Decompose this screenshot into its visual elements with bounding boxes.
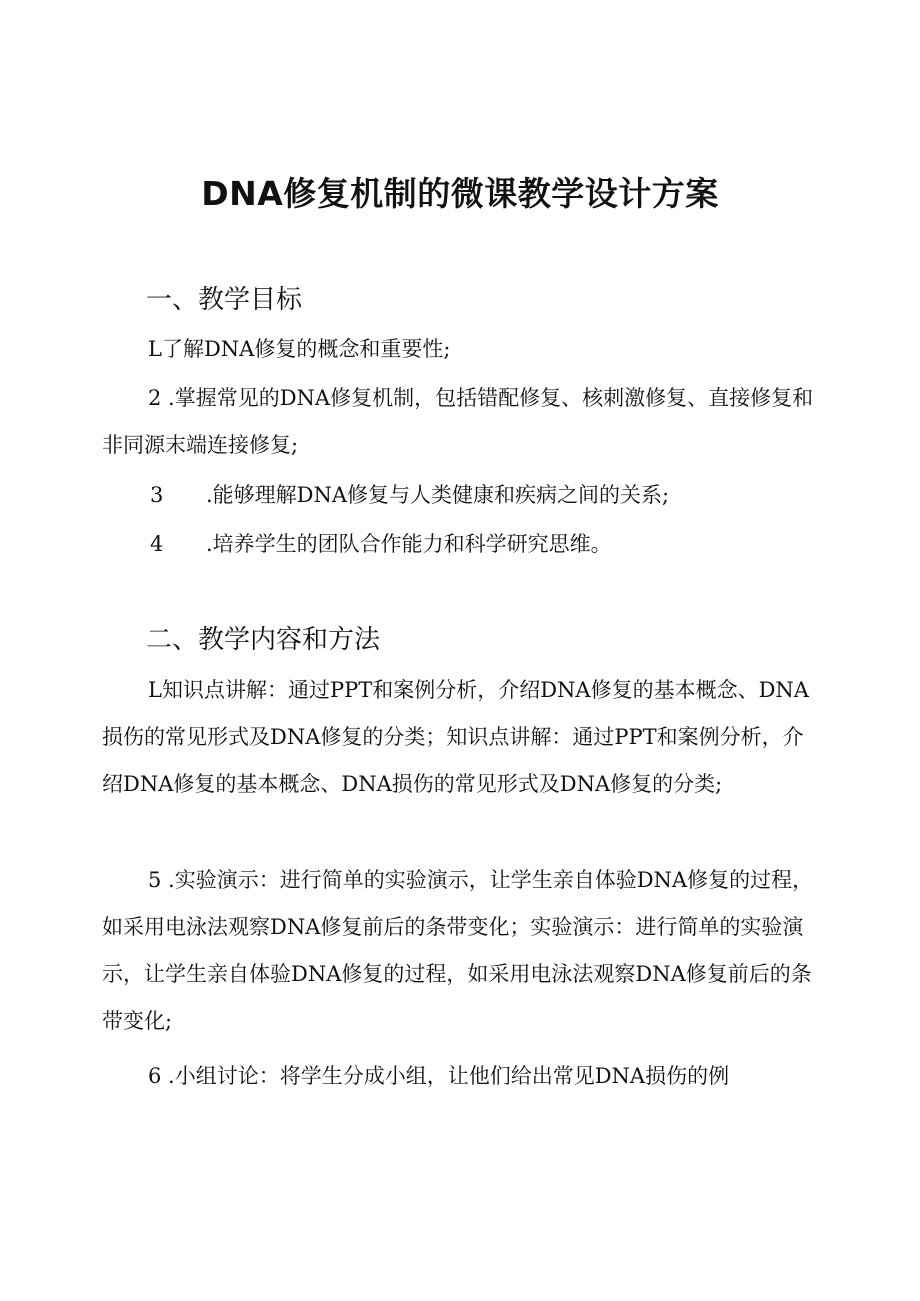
- objective-item-3-text: .能够理解DNA修复与人类健康和疾病之间的关系;: [206, 483, 670, 507]
- document-title: DNA修复机制的微课教学设计方案: [201, 174, 719, 213]
- content-paragraph-2: 5 .实验演示：进行简单的实验演示，让学生亲自体验DNA修复的过程，如采用电泳法观察DNA修复前后的条带变化；实验演示：进行简单的实验演示，让学生亲自体验DNA修复的过程，如采用电泳法观察DNA修复前后的条带变化;: [102, 868, 814, 1033]
- objective-item-3-number: 3: [150, 483, 164, 507]
- objective-item-4: [150, 521, 612, 568]
- section-heading-content-methods: 二、教学内容和方法: [146, 625, 381, 655]
- objective-item-3: [150, 472, 669, 519]
- section-heading-objectives: 一、教学目标: [146, 285, 303, 315]
- objective-item-4-text: .培养学生的团队合作能力和科学研究思维。: [206, 532, 612, 556]
- objective-item-2: 2 .掌握常见的DNA修复机制，包括错配修复、核刺激修复、直接修复和非同源末端连接修复;: [102, 386, 814, 457]
- content-paragraph-3: 6 .小组讨论：将学生分成小组，让他们给出常见DNA损伤的例: [148, 1064, 730, 1088]
- objective-item-1: L了解DNA修复的概念和重要性;: [148, 337, 451, 361]
- content-paragraph-1: L知识点讲解：通过PPT和案例分析，介绍DNA修复的基本概念、DNA损伤的常见形式及DNA修复的分类；知识点讲解：通过PPT和案例分析，介绍DNA修复的基本概念、DNA损伤的常见形式及DNA修复的分类;: [102, 678, 809, 796]
- objective-item-4-number: 4: [150, 532, 164, 556]
